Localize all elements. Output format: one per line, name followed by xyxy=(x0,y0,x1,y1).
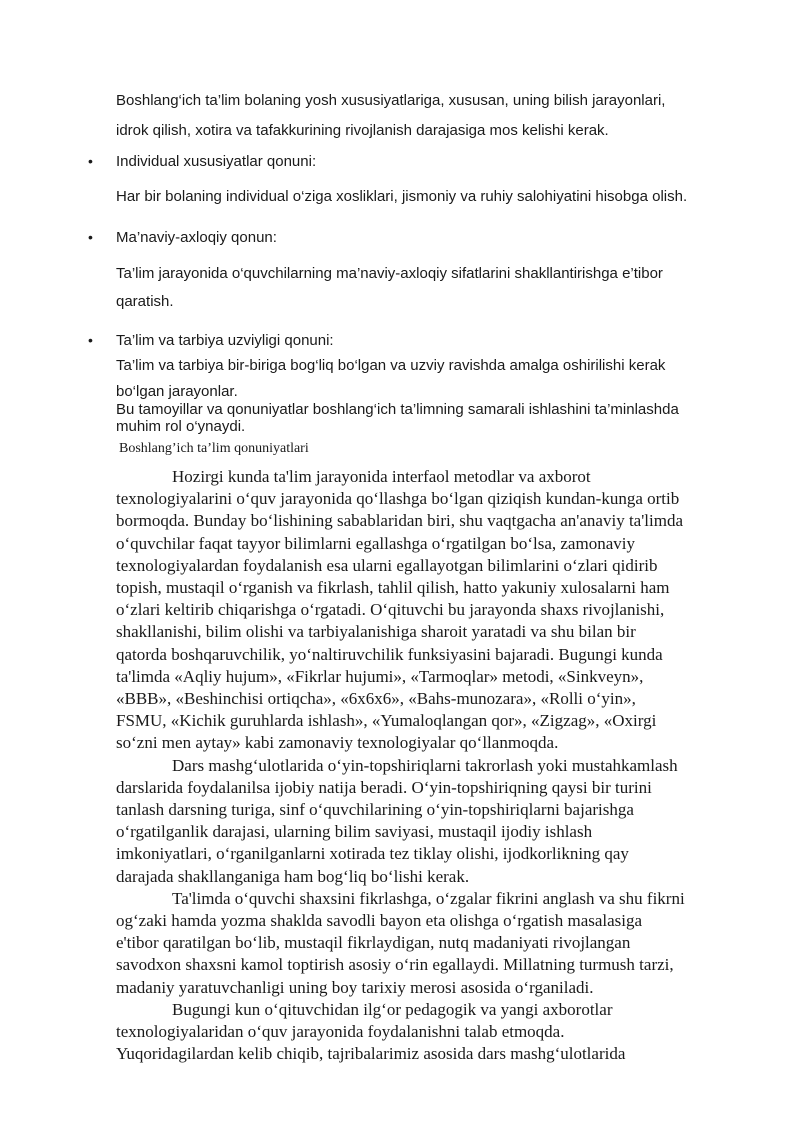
intro-line: idrok qilish, xotira va tafakkurining rivojlanish darajasiga mos kelishi kerak. xyxy=(116,122,609,139)
paragraph-line: Ta'limda o‘quvchi shaxsini fikrlashga, o‘zgalar fikrini anglash va shu fikrni xyxy=(172,888,685,908)
paragraph-line: topish, mustaqil o‘rganish va fikrlash, tahlil qilish, hatto yakuniy xulosalarni ham xyxy=(116,578,670,598)
paragraph-line: Yuqoridagilardan kelib chiqib, tajribalarimiz asosida dars mashg‘ulotlarida xyxy=(116,1044,626,1064)
body-text xyxy=(116,466,766,1065)
intro-text xyxy=(116,86,756,146)
paragraph xyxy=(116,466,766,755)
bullet-item-moral xyxy=(88,226,756,249)
paragraph-line: savodxon shaxsni kamol toptirish asosiy o‘rin egallaydi. Millatning turmush tarzi, xyxy=(116,955,674,975)
bullet-text-line: Ta’lim va tarbiya bir-biriga bog‘liq bo‘lgan va uzviy ravishda amalga oshirilishi kerak xyxy=(116,357,666,374)
paragraph-line: o‘rgatilganlik darajasi, ularning bilim saviyasi, mustaqil ijodiy ishlash xyxy=(116,822,593,842)
bullet-title: Ta’lim va tarbiya uzviyligi qonuni: xyxy=(116,332,334,349)
paragraph-line: bormoqda. Bunday bo‘lishining sabablaridan biri, shu vaqtgacha an'anaviy ta'limda xyxy=(116,511,683,531)
paragraph-line: Hozirgi kunda ta'lim jarayonida interfaol metodlar va axborot xyxy=(172,467,591,486)
paragraph-line: texnologiyalardan foydalanish esa ularni egallayotgan bilimlarini o‘zlari qidirib xyxy=(116,555,658,575)
paragraph xyxy=(116,888,766,999)
paragraph-line: so‘zni men aytay» kabi zamonaviy texnologiyalar qo‘llanmoqda. xyxy=(116,733,559,753)
paragraph-line: texnologiyalarini o‘quv jarayonida qo‘llashga bo‘lgan qiziqish kundan-kunga ortib xyxy=(116,489,680,509)
intro-line: Boshlang‘ich ta’lim bolaning yosh xususiyatlariga, xususan, uning bilish jarayonlari, xyxy=(116,92,666,109)
paragraph xyxy=(116,999,766,1066)
bullet-dot: • xyxy=(88,332,93,348)
paragraph-line: Bugungi kun o‘qituvchidan ilg‘or pedagogik va yangi axborotlar xyxy=(172,999,613,1019)
paragraph-line: texnologiyalaridan o‘quv jarayonida foydalanishni talab etmoqda. xyxy=(116,1022,565,1042)
paragraph-line: qatorda boshqaruvchilik, yo‘naltiruvchilik funksiyasini bajaradi. Bugungi kunda xyxy=(116,644,663,664)
bullet-dot: • xyxy=(88,153,93,169)
summary-line: Bu tamoyillar va qonuniyatlar boshlang‘ich ta’limning samarali ishlashini ta’minlashda xyxy=(116,401,679,418)
paragraph-line: o‘quvchilar faqat tayyor bilimlarni egallashga o‘rgatilgan bo‘lsa, zamonaviy xyxy=(116,533,635,553)
paragraph-line: darslarida foydalanilsa ijobiy natija beradi. O‘yin-topshiriqning qaysi bir turini xyxy=(116,777,652,797)
bullet-item-individual xyxy=(88,150,756,173)
paragraph-line: imkoniyatlari, o‘rganilganlarni xotirada tez tiklay olishi, ijodkorlikning qay xyxy=(116,844,629,864)
paragraph xyxy=(116,755,766,888)
paragraph-line: ta'limda «Aqliy hujum», «Fikrlar hujumi», «Tarmoqlar» metodi, «Sinkveyn», xyxy=(116,666,644,686)
summary-text xyxy=(116,401,756,435)
bullet-title: Ma’naviy-axloqiy qonun: xyxy=(116,229,277,246)
bullet-text xyxy=(116,353,756,405)
paragraph-line: o‘zlari keltirib chiqarishga o‘rgatadi. O‘qituvchi bu jarayonda shaxs rivojlanishi, xyxy=(116,600,665,620)
summary-line: muhim rol o‘ynaydi. xyxy=(116,418,246,435)
section-subtitle: Boshlang’ich ta’lim qonuniyatlari xyxy=(119,441,309,456)
bullet-text xyxy=(116,186,756,208)
bullet-item-continuity xyxy=(88,329,756,352)
paragraph-line: og‘zaki hamda yozma shaklda savodli bayon eta olishga o‘rgatish masalasiga xyxy=(116,911,643,931)
paragraph-line: madaniy yaratuvchanligi uning boy tarixiy merosi asosida o‘rganiladi. xyxy=(116,977,594,997)
paragraph-line: tanlash darsning turiga, sinf o‘quvchilarining o‘yin-topshiriqlarni bajarishga xyxy=(116,800,634,820)
paragraph-line: darajada shakllanganiga ham bog‘liq bo‘lishi kerak. xyxy=(116,866,470,886)
bullet-title: Individual xususiyatlar qonuni: xyxy=(116,153,317,170)
paragraph-line: Dars mashg‘ulotlarida o‘yin-topshiriqlarni takrorlash yoki mustahkamlash xyxy=(172,755,678,775)
paragraph-line: e'tibor qaratilgan bo‘lib, mustaqil fikrlaydigan, nutq madaniyati rivojlangan xyxy=(116,933,631,953)
paragraph-line: shakllanishi, bilim olishi va tarbiyalanishiga sharoit yaratadi va shu bilan bir xyxy=(116,622,636,642)
bullet-text-line: bo‘lgan jarayonlar. xyxy=(116,383,238,400)
paragraph-line: «BBB», «Beshinchisi ortiqcha», «6x6x6», «Bahs-munozara», «Rolli o‘yin», xyxy=(116,689,636,709)
bullet-text-line: Har bir bolaning individual o‘ziga xosliklari, jismoniy va ruhiy salohiyatini hisobga olish. xyxy=(116,188,688,205)
bullet-dot: • xyxy=(88,229,93,245)
bullet-text-line: Ta’lim jarayonida o‘quvchilarning ma’naviy-axloqiy sifatlarini shakllantirishga e’tibor xyxy=(116,265,663,282)
bullet-text xyxy=(116,260,756,316)
paragraph-line: FSMU, «Kichik guruhlarda ishlash», «Yumaloqlangan qor», «Zigzag», «Oxirgi xyxy=(116,711,657,731)
bullet-text-line: qaratish. xyxy=(116,293,174,310)
